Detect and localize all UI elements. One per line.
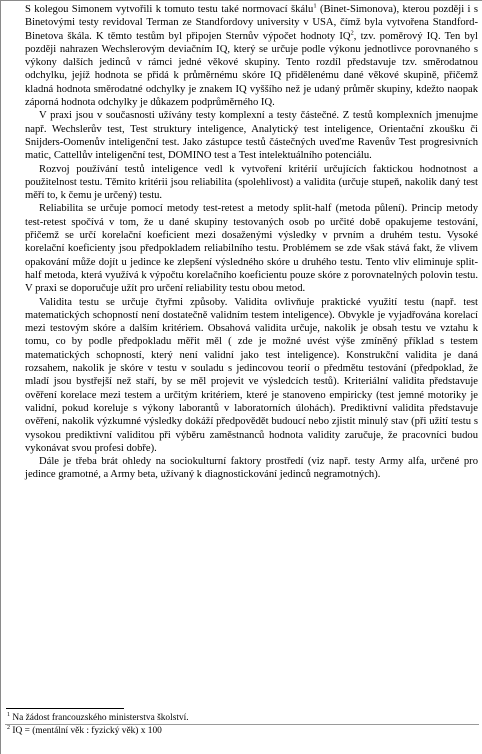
paragraph-2: V praxi jsou v současnosti užívány testy komplexní a testy částečné. Z testů komplexních jmenujme např. Wechslerův test, Test struktury inteligence, Analytický test inteligence, Orientační zkoušku či Snijders-Oomenův inteligenční test. Jako zástupce testů částečných uveďme Ravenův Test progresivních matic, Cattellův inteligenční test, DOMINO test a Test intelektuálního potenciálu. (25, 110, 478, 162)
footnote-2 (5, 724, 479, 737)
footnote-reference-1: 1 (313, 2, 317, 10)
footnote-1 (5, 712, 479, 724)
paragraph-5: Validita testu se určuje čtyřmi způsoby. Validita ovlivňuje praktické využití testu (např. test matematických schopností není dostatečně validním testem inteligence). Obvykle je vyjadřována korelací mezi testovým skóre a dalším kritériem. Obsahová validita určuje, nakolik je obsah testu ve vztahu k tomu, co by podle předpokladu měřit měl ( zde je možné uvést výše zmíněný příklad s testem matematických schopností, který není validní jako test inteligence). Konstrukční validita je daná rozsahem, nakolik je skóre v testu v souladu s jedincovou teorií o předmětu testování (předpoklad, že mladí jsou bystřejší než staří, by se měl projevit ve výsledcích testů). Kriteriální validita představuje ověření korelace mezi testem a určitým kritériem, které je stanoveno empiricky (test jemné motoriky je validní, pokud koreluje s výkony laborantů v laboratorních úlohách). Prediktivní validita představuje ověření, nakolik výzkumné výsledky dokáží předpovědět budoucí nebo zjistit minulý stav (při užití testu s vysokou prediktivní validitou při výběru zaměstnanců hodnota validity zaručuje, že pracovníci budou vykonávat svou profesi dobře). (25, 296, 478, 454)
footnotes (5, 712, 479, 737)
footnote-mark: 2 (7, 724, 10, 731)
footnote-text: Na žádost francouzského ministerstva školství. (12, 713, 189, 723)
footnote-text: IQ = (mentální věk : fyzický věk) x 100 (12, 726, 162, 736)
footnote-mark: 1 (7, 711, 10, 718)
document-body (25, 3, 478, 482)
paragraph-4: Reliabilita se určuje pomocí metody test-retest a metody split-half (metoda půlení). Princip metody test-retest spočívá v tom, že u dané skupiny testovaných osob po určité době opakujeme testování, přičemž se určí korelační koeficient mezi dosaženými výsledky v prvním a druhém testu. Vysoké korelační koeficienty jsou předpokladem reliabilního testu. Problémem se zde však stává fakt, že vlivem opakování může dojít u jedince ke zlepšení výsledného skóre u druhého testu. Tento vliv eliminuje split-half metoda, která využívá k výpočtu korelačního koeficientu pouze skóre z porovnatelných polovin testu. V praxi se doporučuje užít pro určení reliability testu obou metod. (25, 203, 478, 295)
footnote-separator (6, 708, 124, 709)
footnote-reference-2: 2 (350, 29, 354, 37)
paragraph-1: S kolegou Simonem vytvořili k tomuto testu také normovací škálu$^1$ (Binet-Simonova), kterou později i s Binetovými testy revidoval Terman ze Standfordovy university v USA, čímž byla vytvořena Standford-Binetova škála. K těmto testům byl připojen Sternův výpočet hodnoty IQ$^2$, tzv. poměrový IQ. Ten byl později nahrazen Wechslerovým deviačním IQ, který se určuje podle výkonu jednotlivce porovnaného s výkony dalších jedinců v rámci jedné věkové skupiny. Tento rozdíl představuje tzv. směrodatnou odchylku, jejíž hodnota se přidá k průměrnému skóre IQ přidělenému dané věkové skupině, přičemž kladná hodnota směrodatné odchylky je znakem IQ vyššího než je udaný průměr skupiny, kdežto naopak záporná hodnota odchylky je důkazem podprůměrného IQ. (25, 2, 478, 109)
paragraph-6: Dále je třeba brát ohledy na sociokulturní faktory prostředí (viz např. testy Army alfa, určené pro jedince gramotné, a Army beta, užívaný k diagnostickování jedinců negramotných). (25, 456, 478, 481)
paragraph-3: Rozvoj používání testů inteligence vedl k vytvoření kritérií určujících faktickou hodnotnost a použitelnost testu. Těmito kritérii jsou reliabilita (spolehlivost) a validita (určuje stupeň, nakolik daný test měří to, k čemu je určený) testu. (25, 163, 478, 202)
